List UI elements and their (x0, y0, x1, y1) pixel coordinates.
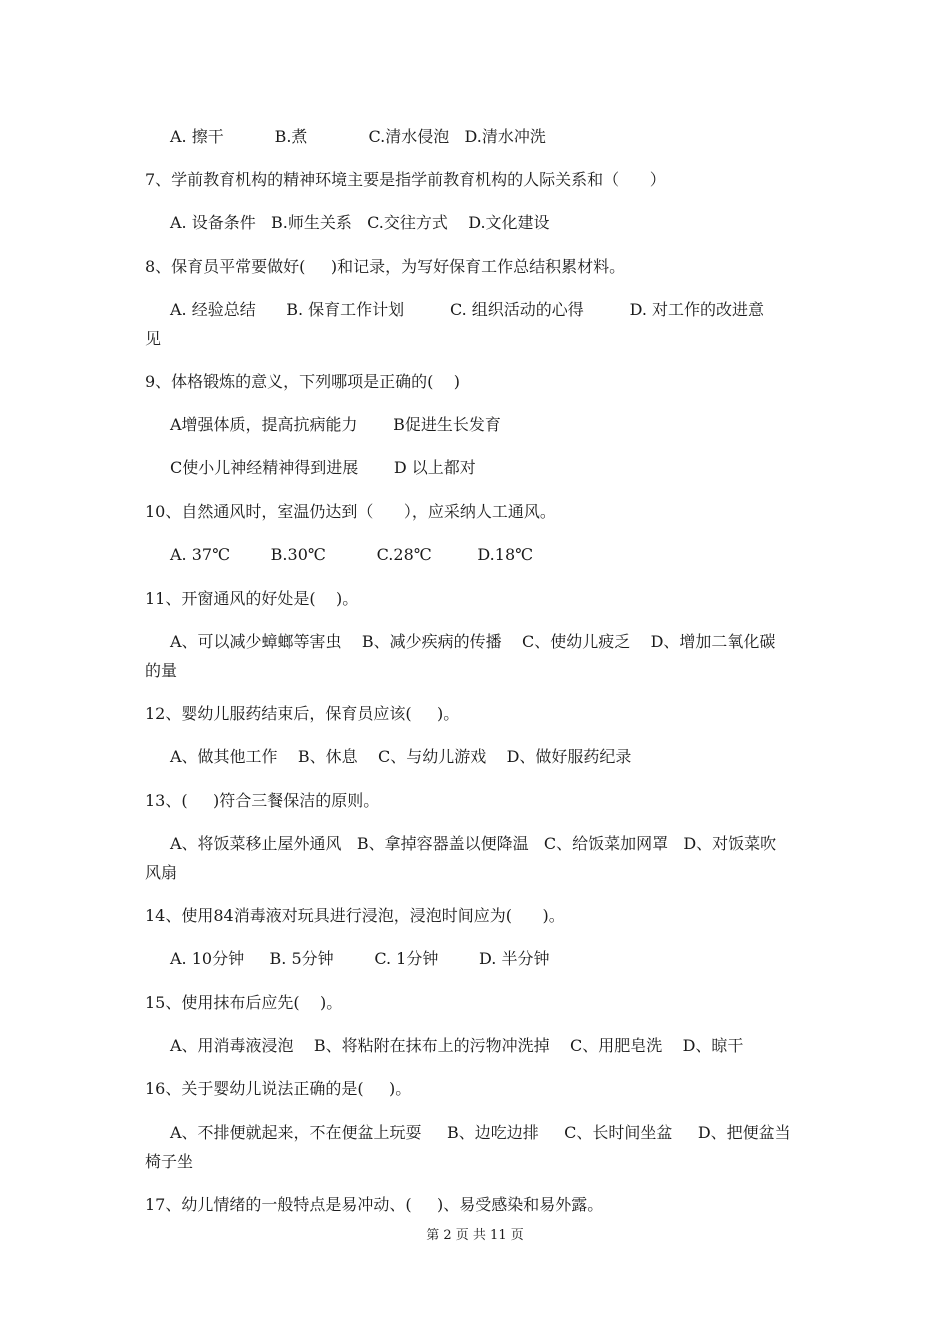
option-wrap: 椅子坐 (145, 1152, 194, 1171)
question-11: 11、开窗通风的好处是( )。 (145, 589, 359, 608)
option-line: A、做其他工作 B、休息 C、与幼儿游戏 D、做好服药纪录 (170, 747, 632, 766)
question-15: 15、使用抹布后应先( )。 (145, 993, 343, 1012)
option-line: A. 10分钟 B. 5分钟 C. 1分钟 D. 半分钟 (170, 949, 550, 968)
option-wrap: 见 (145, 329, 162, 348)
question-10: 10、自然通风时，室温仍达到（ ），应采纳人工通风。 (145, 502, 556, 521)
question-14: 14、使用84消毒液对玩具进行浸泡，浸泡时间应为( )。 (145, 906, 565, 925)
option-line: A、将饭菜移止屋外通风 B、拿掉容器盖以便降温 C、给饭菜加网罩 D、对饭菜吹 (170, 834, 777, 853)
option-line: A. 擦干 B.煮 C.清水侵泡 D.清水冲洗 (170, 127, 546, 146)
option-line: C使小儿神经精神得到进展 D 以上都对 (170, 458, 476, 477)
question-9: 9、体格锻炼的意义，下列哪项是正确的( ) (145, 372, 461, 391)
question-16: 16、关于婴幼儿说法正确的是( )。 (145, 1079, 412, 1098)
question-8: 8、保育员平常要做好( )和记录，为写好保育工作总结积累材料。 (145, 257, 626, 276)
option-line: A、不排便就起来，不在便盆上玩耍 B、边吃边排 C、长时间坐盆 D、把便盆当 (170, 1123, 791, 1142)
option-line: A. 设备条件 B.师生关系 C.交往方式 D.文化建设 (170, 213, 550, 232)
option-line: A. 经验总结 B. 保育工作计划 C. 组织活动的心得 D. 对工作的改进意 (170, 300, 764, 319)
option-line: A、用消毒液浸泡 B、将粘附在抹布上的污物冲洗掉 C、用肥皂洗 D、晾干 (170, 1036, 744, 1055)
option-wrap: 风扇 (145, 863, 178, 882)
question-17: 17、幼儿情绪的一般特点是易冲动、( )、易受感染和易外露。 (145, 1195, 604, 1214)
question-7: 7、学前教育机构的精神环境主要是指学前教育机构的人际关系和（ ） (145, 170, 666, 189)
question-13: 13、( )符合三餐保洁的原则。 (145, 791, 380, 810)
option-line: A增强体质，提高抗病能力 B促进生长发育 (170, 415, 501, 434)
question-12: 12、婴幼儿服药结束后，保育员应该( )。 (145, 704, 460, 723)
option-wrap: 的量 (145, 661, 178, 680)
page-footer: 第 2 页 共 11 页 (426, 1228, 524, 1243)
option-line: A. 37℃ B.30℃ C.28℃ D.18℃ (170, 545, 534, 564)
option-line: A、可以减少蟑螂等害虫 B、减少疾病的传播 C、使幼儿疲乏 D、增加二氧化碳 (170, 632, 776, 651)
